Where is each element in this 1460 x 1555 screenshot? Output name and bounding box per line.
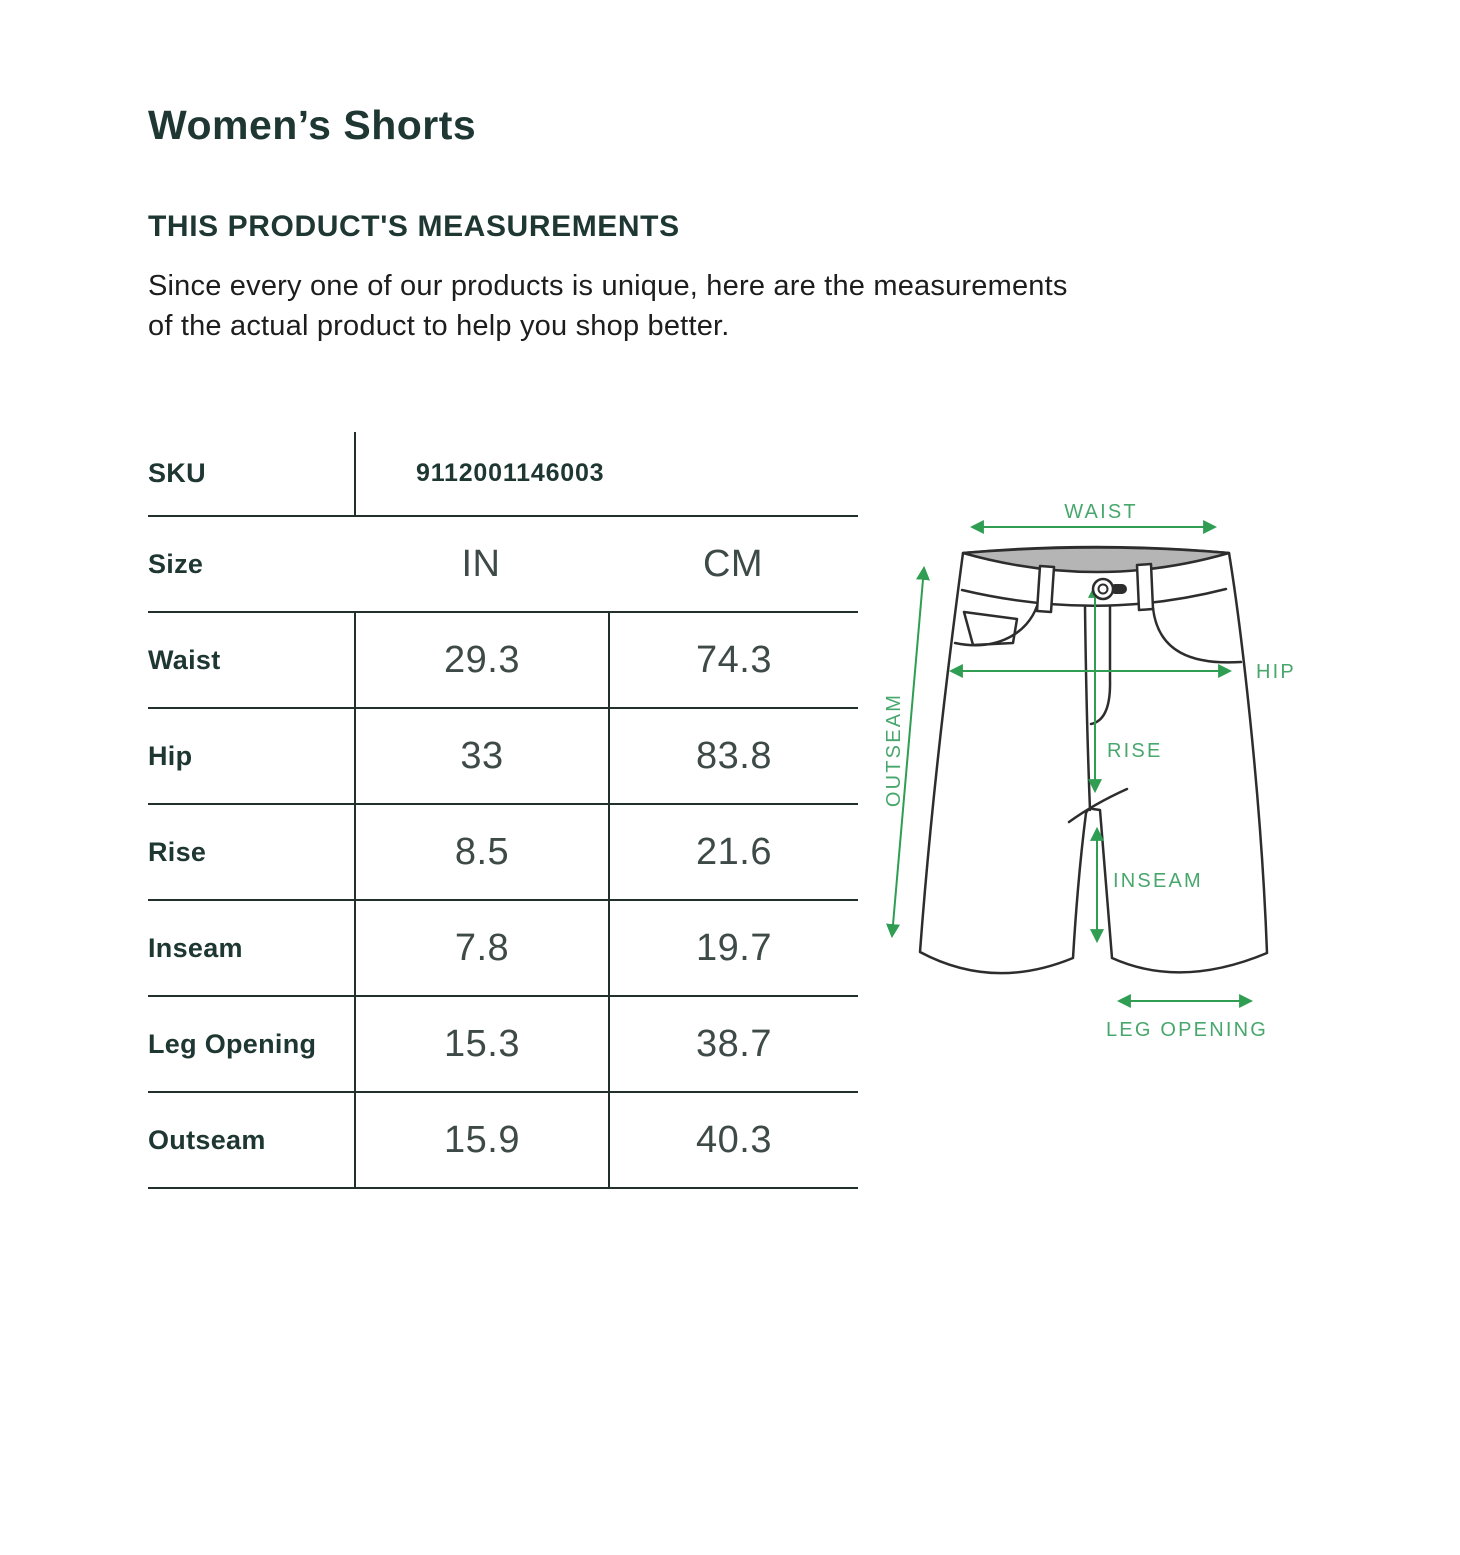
row-value-in: 15.3	[354, 997, 608, 1091]
table-row-leg-opening	[148, 997, 858, 1093]
row-label: Inseam	[148, 932, 243, 963]
measurements-table	[148, 432, 858, 1189]
row-label: Leg Opening	[148, 1028, 317, 1059]
size-label: Size	[148, 548, 204, 579]
table-row-hip	[148, 709, 858, 805]
rise-label: RISE	[1107, 740, 1163, 762]
left-belt-loop	[1037, 566, 1054, 612]
row-value-cm: 83.8	[608, 709, 858, 803]
description-line-2: of the actual product to help you shop better.	[148, 310, 730, 342]
hip-label: HIP	[1256, 661, 1296, 683]
row-value-in: 7.8	[354, 901, 608, 995]
table-row-size-header	[148, 517, 858, 613]
row-value-cm: 19.7	[608, 901, 858, 995]
sku-label: SKU	[148, 458, 206, 488]
outseam-label: OUTSEAM	[883, 692, 905, 808]
inseam-label: INSEAM	[1113, 870, 1203, 892]
row-label: Hip	[148, 740, 193, 771]
table-row-rise	[148, 805, 858, 901]
table-row-inseam	[148, 901, 858, 997]
row-value-in: 33	[354, 709, 608, 803]
shorts-outline	[920, 547, 1267, 973]
right-belt-loop	[1137, 564, 1153, 610]
description-line-1: Since every one of our products is unique, here are the measurements	[148, 270, 1068, 302]
row-value-cm: 74.3	[608, 613, 858, 707]
unit-header-cm: CM	[702, 542, 764, 585]
description	[148, 266, 1308, 346]
row-value-in: 15.9	[354, 1093, 608, 1187]
section-heading: THIS PRODUCT'S MEASUREMENTS	[148, 210, 680, 243]
row-label: Rise	[148, 836, 207, 867]
table-row-outseam	[148, 1093, 858, 1189]
row-value-in: 8.5	[354, 805, 608, 899]
row-value-cm: 21.6	[608, 805, 858, 899]
page-title: Women’s Shorts	[148, 102, 477, 148]
leg-opening-label: LEG OPENING	[1105, 1019, 1269, 1041]
row-label: Waist	[148, 644, 221, 675]
sku-value: 9112001146003	[354, 432, 858, 515]
row-value-cm: 38.7	[608, 997, 858, 1091]
unit-header-in: IN	[461, 542, 501, 585]
row-label: Outseam	[148, 1124, 266, 1155]
shorts-measurement-diagram	[860, 480, 1460, 1060]
row-value-cm: 40.3	[608, 1093, 858, 1187]
shorts-silhouette	[920, 547, 1267, 973]
waist-label: WAIST	[1064, 501, 1138, 523]
table-row-waist	[148, 613, 858, 709]
row-value-in: 29.3	[354, 613, 608, 707]
table-row-sku	[148, 432, 858, 517]
